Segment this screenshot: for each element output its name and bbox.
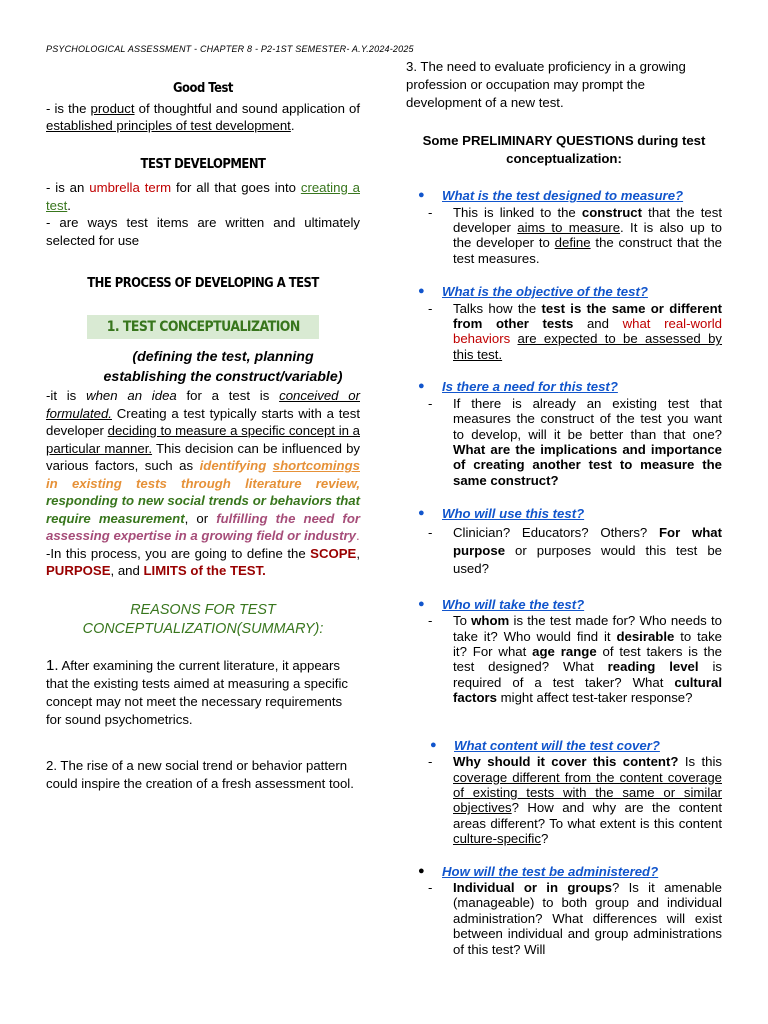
preliminary-questions-title: Some PRELIMINARY QUESTIONS during test conceptualization: — [422, 133, 706, 166]
bullet-icon: ● — [418, 864, 425, 877]
reason-1: 1. After examining the current literature, it appears that the existing tests aimed at measuring a specific concept may not meet the necessary requirements for sound psychometrics. — [46, 656, 348, 727]
process-title: THE PROCESS OF DEVELOPING A TEST — [87, 275, 319, 291]
question-4 — [406, 505, 722, 578]
question-2-answer: - Talks how the test is the same or different from other tests and what real-world behaviors are expected to be assessed by this test. — [428, 300, 723, 362]
bullet-icon: ● — [418, 597, 425, 610]
reasons-title: REASONS FOR TEST CONCEPTUALIZATION(SUMMARY): — [82, 601, 324, 637]
question-1-heading: ● What is the test designed to measure? — [418, 188, 684, 203]
left-column — [46, 76, 360, 793]
question-6-answer: - Why should it cover this content? Is this coverage different from the content coverage of existing tests with the same or similar objectives? How and why are the content areas different? To what extent is this content culture-specific? — [428, 754, 722, 847]
scope-purpose-limits: -In this process, you are going to define the SCOPE, PURPOSE, and LIMITS of the TEST. — [46, 545, 360, 578]
question-1-answer: - This is linked to the construct that the test developer aims to measure. It is also up to the developer to define the construct that the test measures. — [428, 204, 723, 266]
bullet-icon: ● — [430, 738, 437, 751]
bullet-icon: ● — [418, 285, 425, 298]
question-1 — [406, 187, 722, 266]
question-4-answer: - Clinician? Educators? Others? For what purpose or purposes would this test be used? — [428, 524, 722, 576]
test-development-def-1: - is an umbrella term for all that goes into creating a test. — [46, 180, 360, 213]
question-3-heading: ● Is there a need for this test? — [418, 379, 618, 395]
bullet-icon: ● — [418, 189, 425, 201]
question-7-heading: ● How will the test be administered? — [418, 863, 659, 879]
question-5-answer: - To whom is the test made for? Who needs to take it? Who would find it desirable to take it? For what age range of test takers is the test designed? What reading level is required of a test taker? What cultural factors might affect test-taker response? — [428, 613, 723, 706]
question-3-answer: - If there is already an existing test that measures the construct of the test you want to develop, will it be better than that one? What are the implications and importance of creating another test to measure the same construct? — [428, 395, 722, 488]
bullet-icon: ● — [418, 380, 425, 393]
question-4-heading: ● Who will use this test? — [418, 506, 585, 522]
reason-2: 2. The rise of a new social trend or behavior pattern could inspire the creation of a fresh assessment tool. — [46, 757, 354, 791]
question-2 — [406, 283, 722, 362]
test-conceptualization-box — [46, 315, 360, 340]
question-7 — [406, 863, 722, 958]
question-6 — [406, 737, 722, 847]
good-test-title: Good Test — [173, 80, 233, 96]
reason-3: 3. The need to evaluate proficiency in a growing profession or occupation may prompt the development of a new test. — [406, 59, 686, 110]
right-column — [406, 58, 722, 957]
question-7-answer: - Individual or in groups? Is it amenable (manageable) to both group and individual administration? What differences will exist between individual and group administrations of this test? Will — [428, 880, 722, 957]
good-test-definition: - is the product of thoughtful and sound application of established principles of test development. — [46, 100, 360, 133]
question-5-heading: ● Who will take the test? — [418, 596, 585, 612]
test-development-def-2: - are ways test items are written and ultimately selected for use — [46, 215, 360, 248]
bullet-icon: ● — [418, 507, 425, 520]
question-6-heading: ● What content will the test cover? — [430, 737, 660, 753]
question-5 — [406, 596, 722, 706]
test-conceptualization-title: 1. TEST CONCEPTUALIZATION — [106, 318, 300, 335]
page-header: PSYCHOLOGICAL ASSESSMENT - CHAPTER 8 - P2-1ST SEMESTER- A.Y.2024-2025 — [46, 44, 414, 54]
question-3 — [406, 378, 722, 488]
test-conceptualization-subtitle: (defining the test, planning establishing the construct/variable) — [103, 349, 343, 385]
test-development-title: TEST DEVELOPMENT — [140, 155, 266, 172]
question-2-heading: ● What is the objective of the test? — [418, 284, 648, 300]
test-conceptualization-body: -it is when an idea for a test is conceived or formulated. Creating a test typically starts with a test developer deciding to measure a specific concept in a particular manner. This decision can be influenced by various factors, such as identifying shortcomings in existing tests through literature review, responding to new social trends or behaviors that require measurement, or fulfilling the need for assessing expertise in a growing field or industry. — [46, 388, 361, 543]
